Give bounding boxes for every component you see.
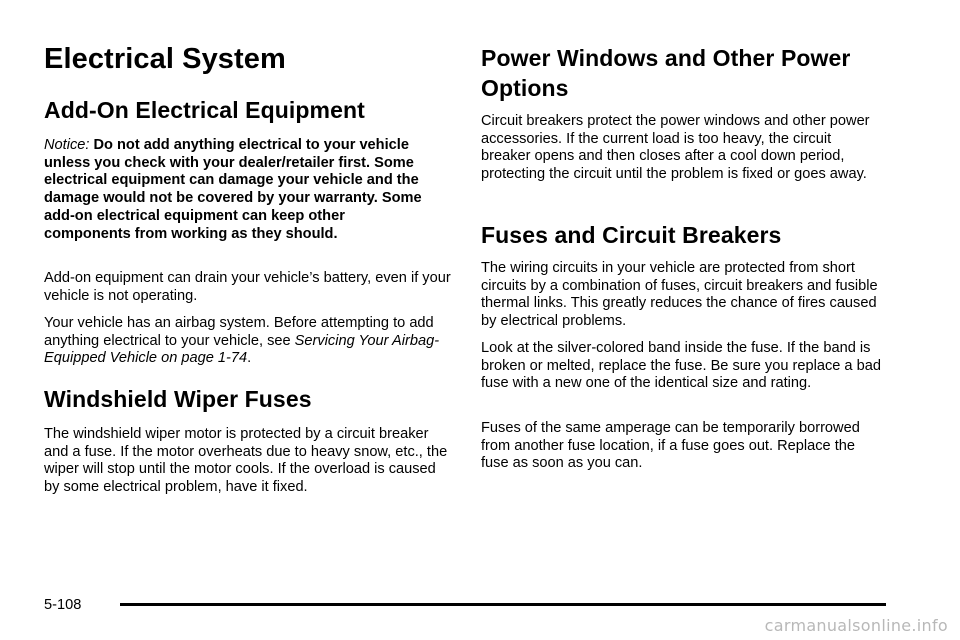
wiper-paragraph: The windshield wiper motor is protected by a circuit breaker and a fuse. If the motor overheats due to heavy snow, etc., the wiper will stop until the motor cools. If the overload is caused by some electrical problem, have it fixed. (44, 426, 448, 496)
fuses-paragraph-3: Fuses of the same amperage can be temporarily borrowed from another fuse location, if a fuse goes out. Replace the fuse as soon as you can. (481, 420, 860, 472)
addon-paragraph-2 (44, 315, 454, 368)
notice-block (44, 137, 429, 243)
page-number: 5-108 (44, 597, 82, 613)
section-heading-fuses: Fuses and Circuit Breakers (481, 222, 782, 248)
footer-rule (120, 603, 886, 606)
section-heading-wiper: Windshield Wiper Fuses (44, 386, 312, 412)
watermark: carmanualsonline.info (764, 616, 948, 635)
fuses-paragraph-1: The wiring circuits in your vehicle are protected from short circuits by a combination of fuses, circuit breakers and fusible thermal links. This greatly reduces the chance of fires caused by electrical problems. (481, 260, 878, 330)
fuses-paragraph-2: Look at the silver-colored band inside the fuse. If the band is broken or melted, replace the fuse. Be sure you replace a bad fuse with a new one of the identical size and rating. (481, 340, 881, 392)
notice-text: Do not add anything electrical to your vehicle unless you check with your dealer/retailer first. Some electrical equipment can damage your vehicle and the damage would not be covered by your warranty. Some add-on electrical equipment can keep other components from working as they should. (44, 137, 422, 242)
page-title: Electrical System (44, 43, 286, 75)
section-heading-power-windows: Power Windows and Other Power Options (481, 45, 851, 101)
section-heading-addon: Add-On Electrical Equipment (44, 97, 365, 123)
power-windows-paragraph: Circuit breakers protect the power windows and other power accessories. If the current load is too heavy, the circuit breaker opens and then closes after a cool down period, protecting the circuit until the problem is fixed or goes away. (481, 113, 870, 183)
addon-paragraph-2-text: Your vehicle has an airbag system. Before attempting to add anything electrical to your vehicle, see (44, 315, 434, 349)
addon-paragraph-2-end: . (247, 350, 252, 367)
addon-paragraph-1: Add-on equipment can drain your vehicle’s battery, even if your vehicle is not operating. (44, 270, 451, 304)
notice-label: Notice: (44, 137, 90, 153)
airbag-page-reference-link[interactable]: Servicing Your Airbag-Equipped Vehicle on page 1-74 (44, 332, 440, 367)
